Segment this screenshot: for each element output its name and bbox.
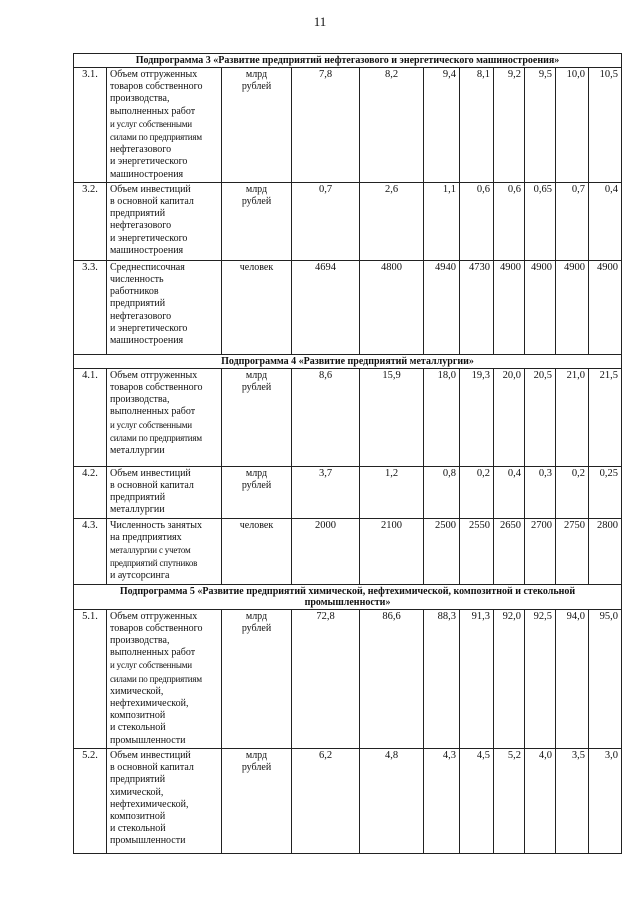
value-cell: 0,2 <box>460 466 494 518</box>
indicator-name-line: нефтегазового <box>110 144 172 156</box>
indicator-name-line: товаров собственного <box>110 81 203 93</box>
value-cell: 3,7 <box>292 466 360 518</box>
indicator-name <box>107 518 222 584</box>
value-cell: 15,9 <box>360 368 424 466</box>
table-row <box>74 518 622 584</box>
table-row <box>74 609 622 748</box>
indicator-name-line: численность <box>110 274 164 286</box>
subprogram-title: Подпрограмма 5 «Развитие предприятий химической, нефтехимической, композитной и стекольной промышленности» <box>74 584 622 609</box>
value-cell: 18,0 <box>424 368 460 466</box>
unit-line: млрд <box>245 369 268 381</box>
unit-line: рублей <box>241 381 272 393</box>
value-cell: 2100 <box>360 518 424 584</box>
value-cell: 9,5 <box>525 68 556 183</box>
indicator-name <box>107 748 222 853</box>
value-cell: 2000 <box>292 518 360 584</box>
value-cell: 4,3 <box>424 748 460 853</box>
row-number: 3.3. <box>74 260 107 354</box>
value-cell: 9,4 <box>424 68 460 183</box>
indicator-name-line: в основной капитал <box>110 480 194 492</box>
value-cell: 2800 <box>589 518 622 584</box>
value-cell: 8,6 <box>292 368 360 466</box>
row-number: 4.3. <box>74 518 107 584</box>
value-cell: 4900 <box>494 260 525 354</box>
indicator-name-line: композитной <box>110 810 166 822</box>
unit-line: рублей <box>241 195 272 207</box>
indicator-name-line: нефтегазового <box>110 310 172 322</box>
value-cell: 0,8 <box>424 466 460 518</box>
value-cell: 7,8 <box>292 68 360 183</box>
indicator-name-line: работников <box>110 286 159 298</box>
subprogram-header <box>74 354 622 368</box>
value-cell: 72,8 <box>292 609 360 748</box>
value-cell: 0,4 <box>494 466 525 518</box>
indicator-name-line: выполненных работ <box>110 406 196 418</box>
table-row <box>74 260 622 354</box>
value-cell: 1,1 <box>424 182 460 260</box>
indicator-name-line: нефтехимической, <box>110 798 189 810</box>
value-cell: 5,2 <box>494 748 525 853</box>
unit-line: млрд <box>245 69 268 80</box>
table-row <box>74 748 622 853</box>
indicator-name-line: предприятий <box>110 298 166 310</box>
indicator-name-line: машиностроения <box>110 168 184 180</box>
indicator-name-line: выполненных работ <box>110 105 196 117</box>
value-cell: 8,2 <box>360 68 424 183</box>
indicator-name-line: и энергетического <box>110 322 188 334</box>
value-cell: 20,5 <box>525 368 556 466</box>
unit <box>222 260 292 354</box>
table-row <box>74 368 622 466</box>
value-cell: 4900 <box>525 260 556 354</box>
value-cell: 10,0 <box>556 68 589 183</box>
indicator-name <box>107 260 222 354</box>
unit <box>222 748 292 853</box>
value-cell: 2650 <box>494 518 525 584</box>
value-cell: 4,0 <box>525 748 556 853</box>
indicator-name <box>107 609 222 748</box>
indicator-name-line: металлургии с учетом <box>110 545 191 556</box>
value-cell: 0,3 <box>525 466 556 518</box>
indicator-name <box>107 182 222 260</box>
indicator-name-line: Среднесписочная <box>110 261 185 273</box>
unit-line: рублей <box>241 479 272 491</box>
indicator-name-line: и энергетического <box>110 156 188 168</box>
unit-line: рублей <box>241 81 272 92</box>
indicator-name-line: Объем инвестиций <box>110 467 191 479</box>
row-number: 3.2. <box>74 182 107 260</box>
value-cell: 4,8 <box>360 748 424 853</box>
indicator-name-line: выполненных работ <box>110 647 196 659</box>
value-cell: 88,3 <box>424 609 460 748</box>
row-number: 5.1. <box>74 609 107 748</box>
value-cell: 4900 <box>556 260 589 354</box>
unit-line: рублей <box>241 761 272 773</box>
value-cell: 4694 <box>292 260 360 354</box>
value-cell: 4,5 <box>460 748 494 853</box>
value-cell: 2500 <box>424 518 460 584</box>
value-cell: 2700 <box>525 518 556 584</box>
subprogram-header <box>74 54 622 68</box>
indicator-name-line: машиностроения <box>110 244 184 256</box>
indicator-name-line: силами по предприятиям <box>110 432 202 443</box>
unit <box>222 68 292 183</box>
indicator-name <box>107 368 222 466</box>
value-cell: 8,1 <box>460 68 494 183</box>
indicator-name-line: предприятий <box>110 774 166 786</box>
indicator-name-line: силами по предприятиям <box>110 673 202 684</box>
indicator-name-line: металлургии <box>110 504 165 516</box>
indicator-name-line: и стекольной <box>110 722 166 734</box>
indicator-name-line: предприятий <box>110 208 166 220</box>
indicator-name-line: нефтехимической, <box>110 698 189 710</box>
row-number: 4.1. <box>74 368 107 466</box>
unit-line: человек <box>239 261 274 273</box>
indicator-name-line: химической, <box>110 786 164 798</box>
unit-line: млрд <box>245 749 268 761</box>
value-cell: 10,5 <box>589 68 622 183</box>
value-cell: 0,2 <box>556 466 589 518</box>
value-cell: 91,3 <box>460 609 494 748</box>
indicator-name-line: металлургии <box>110 445 165 457</box>
value-cell: 0,7 <box>292 182 360 260</box>
indicator-name-line: и стекольной <box>110 823 166 835</box>
unit-line: человек <box>239 519 274 531</box>
value-cell: 2750 <box>556 518 589 584</box>
value-cell: 4900 <box>589 260 622 354</box>
indicator-name-line: Объем инвестиций <box>110 749 191 761</box>
indicator-name-line: машиностроения <box>110 335 184 347</box>
indicators-table <box>73 53 622 854</box>
value-cell: 1,2 <box>360 466 424 518</box>
value-cell: 6,2 <box>292 748 360 853</box>
value-cell: 92,5 <box>525 609 556 748</box>
unit <box>222 518 292 584</box>
table-row <box>74 182 622 260</box>
indicator-name-line: промышленности <box>110 734 186 746</box>
indicator-name-line: силами по предприятиям <box>110 132 202 143</box>
indicator-name-line: химической, <box>110 685 164 697</box>
indicator-name-line: композитной <box>110 710 166 722</box>
indicator-name-line: и услуг собственными <box>110 118 192 129</box>
value-cell: 0,6 <box>460 182 494 260</box>
indicator-name-line: и услуг собственными <box>110 660 192 671</box>
indicator-name-line: и услуг собственными <box>110 419 192 430</box>
indicator-name-line: предприятий <box>110 492 166 504</box>
unit <box>222 368 292 466</box>
value-cell: 4940 <box>424 260 460 354</box>
indicator-name-line: Численность занятых <box>110 519 202 531</box>
value-cell: 2550 <box>460 518 494 584</box>
value-cell: 0,4 <box>589 182 622 260</box>
indicator-name-line: производства, <box>110 635 170 647</box>
value-cell: 0,25 <box>589 466 622 518</box>
page-number: 11 <box>313 14 327 29</box>
indicator-name-line: товаров собственного <box>110 622 203 634</box>
indicator-name-line: нефтегазового <box>110 220 172 232</box>
unit <box>222 466 292 518</box>
unit-line: рублей <box>241 622 272 634</box>
value-cell: 21,0 <box>556 368 589 466</box>
value-cell: 4730 <box>460 260 494 354</box>
indicator-name-line: и энергетического <box>110 232 188 244</box>
indicator-name-line: предприятий спутников <box>110 558 198 569</box>
subprogram-header <box>74 584 622 609</box>
indicator-name-line: производства, <box>110 394 170 406</box>
subprogram-title: Подпрограмма 3 «Развитие предприятий нефтегазового и энергетического машиностроения» <box>74 54 622 68</box>
row-number: 3.1. <box>74 68 107 183</box>
value-cell: 3,0 <box>589 748 622 853</box>
unit-line: млрд <box>245 183 268 195</box>
indicator-name-line: Объем отгруженных <box>110 369 198 381</box>
indicator-name <box>107 466 222 518</box>
value-cell: 20,0 <box>494 368 525 466</box>
value-cell: 86,6 <box>360 609 424 748</box>
indicator-name-line: и аутсорсинга <box>110 570 170 582</box>
indicator-name <box>107 68 222 183</box>
table-row <box>74 68 622 183</box>
row-number: 4.2. <box>74 466 107 518</box>
table-row <box>74 466 622 518</box>
unit <box>222 182 292 260</box>
value-cell: 19,3 <box>460 368 494 466</box>
unit-line: млрд <box>245 610 268 622</box>
indicator-name-line: производства, <box>110 93 170 105</box>
value-cell: 0,6 <box>494 182 525 260</box>
indicator-name-line: Объем отгруженных <box>110 69 198 80</box>
indicator-name-line: в основной капитал <box>110 762 194 774</box>
value-cell: 4800 <box>360 260 424 354</box>
unit-line: млрд <box>245 467 268 479</box>
value-cell: 92,0 <box>494 609 525 748</box>
indicator-name-line: товаров собственного <box>110 382 203 394</box>
indicator-name-line: на предприятиях <box>110 531 182 543</box>
value-cell: 0,7 <box>556 182 589 260</box>
row-number: 5.2. <box>74 748 107 853</box>
unit <box>222 609 292 748</box>
value-cell: 2,6 <box>360 182 424 260</box>
value-cell: 21,5 <box>589 368 622 466</box>
subprogram-title: Подпрограмма 4 «Развитие предприятий металлургии» <box>74 354 622 368</box>
value-cell: 9,2 <box>494 68 525 183</box>
indicator-name-line: промышленности <box>110 835 186 847</box>
value-cell: 94,0 <box>556 609 589 748</box>
value-cell: 0,65 <box>525 182 556 260</box>
indicator-name-line: в основной капитал <box>110 196 194 208</box>
indicator-name-line: Объем отгруженных <box>110 610 198 622</box>
value-cell: 3,5 <box>556 748 589 853</box>
value-cell: 95,0 <box>589 609 622 748</box>
indicator-name-line: Объем инвестиций <box>110 183 191 195</box>
